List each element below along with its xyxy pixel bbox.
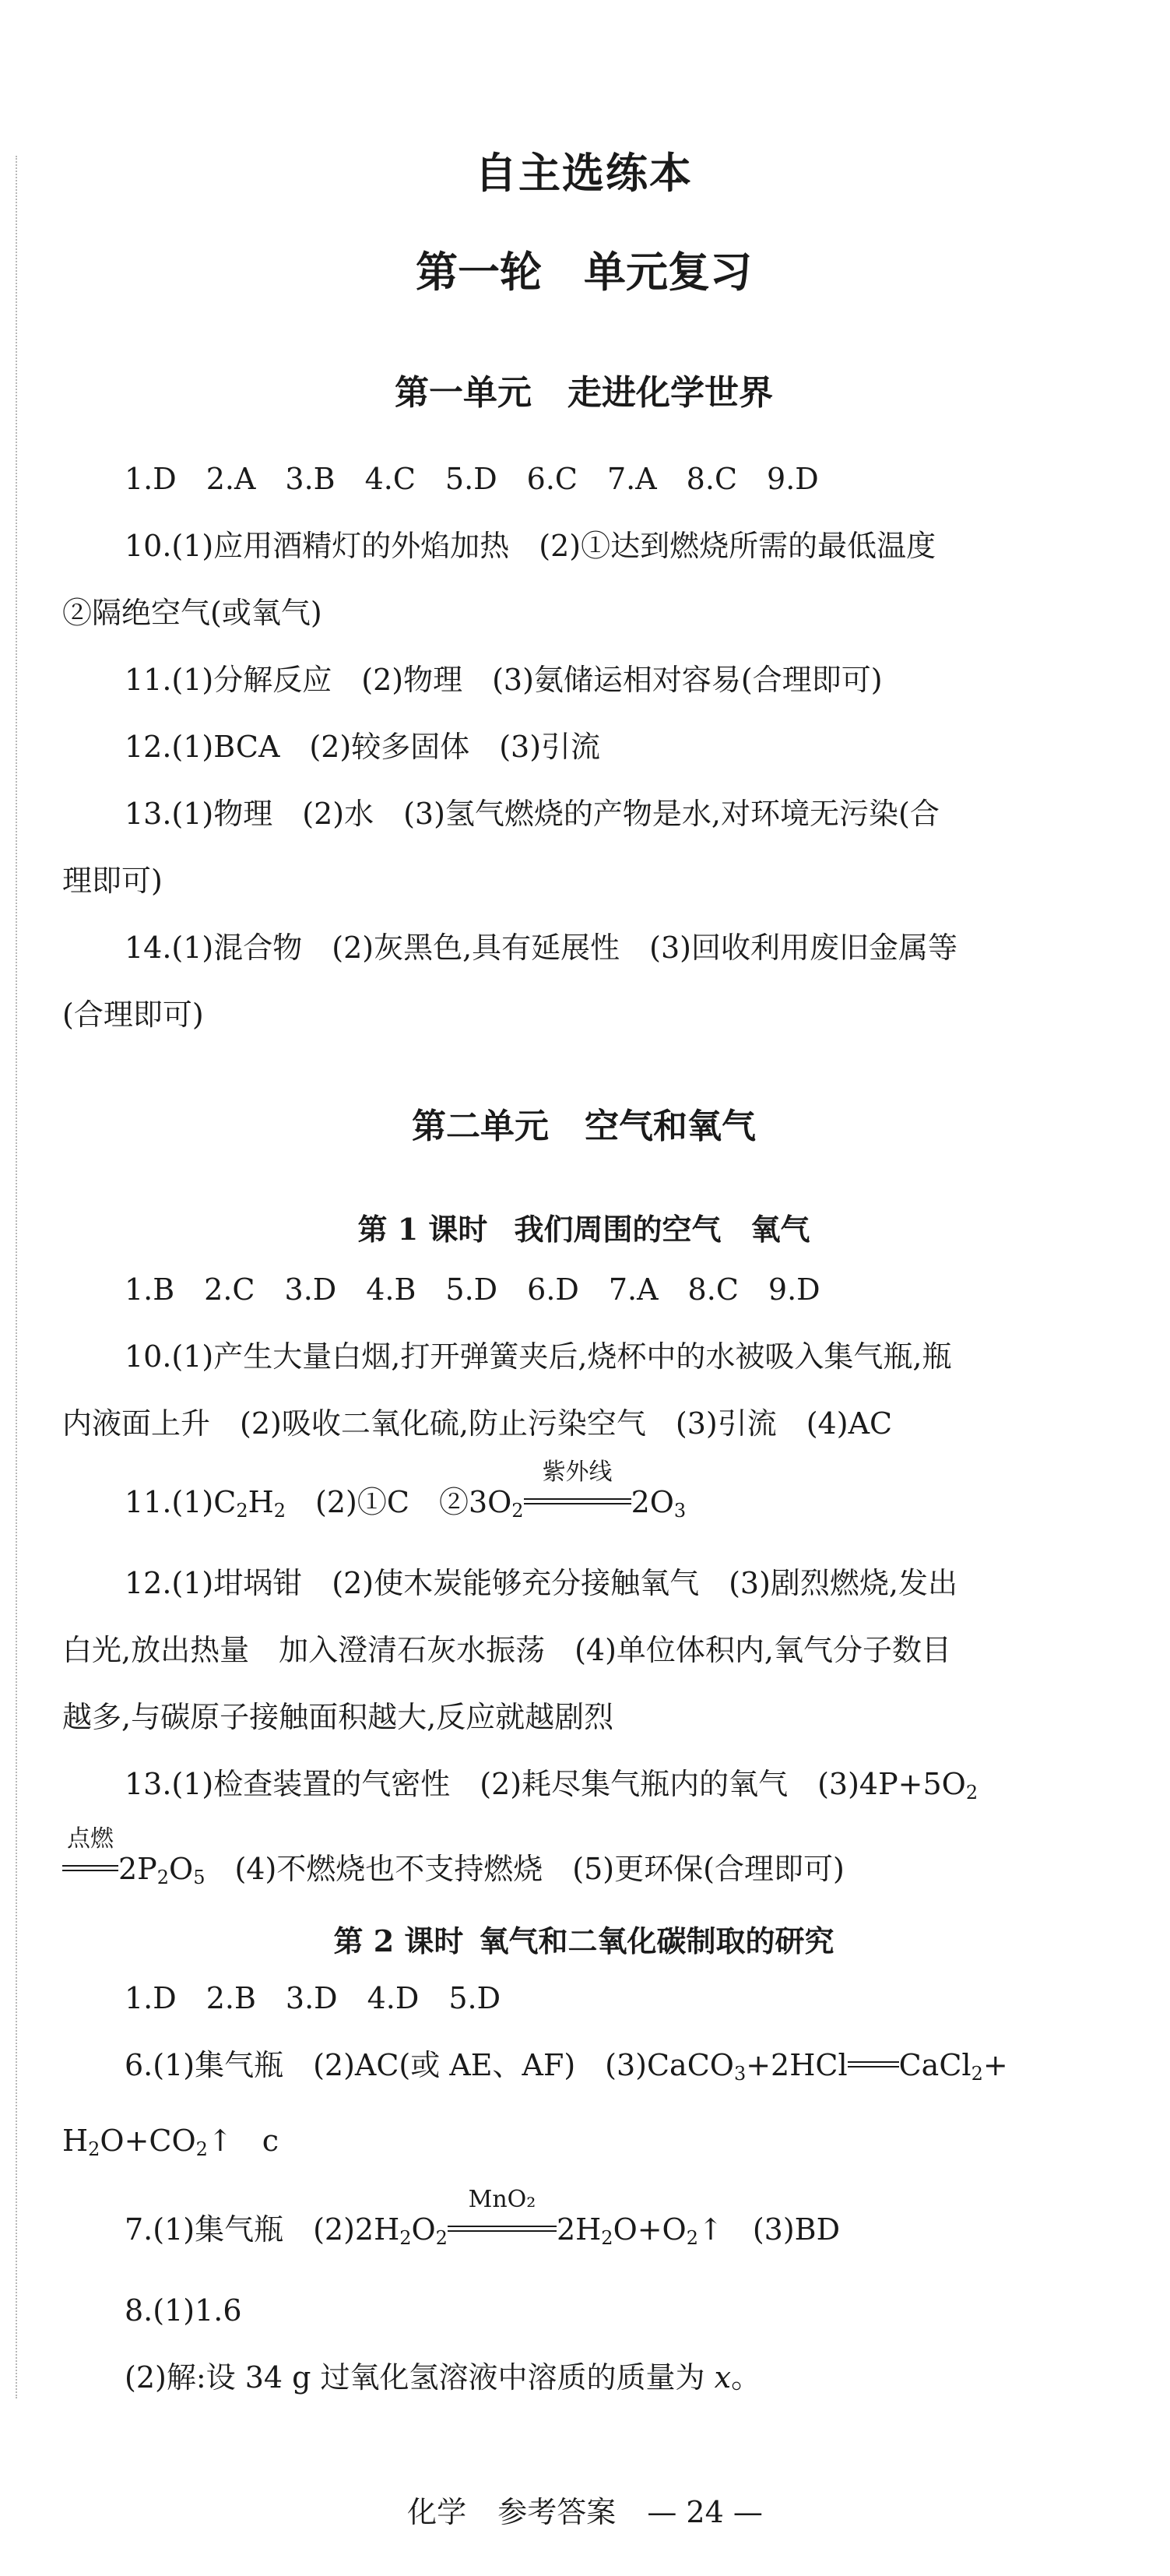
unit1-name: 走进化学世界 xyxy=(567,373,773,413)
answer-line: 白光,放出热量 加入澄清石灰水振荡 (4)单位体积内,氧气分子数目 xyxy=(62,1633,951,1667)
page-number: — 24 — xyxy=(647,2495,763,2529)
lesson2-number: 第 2 课时 xyxy=(333,1923,464,1958)
lesson2-title xyxy=(62,1917,1105,1960)
lesson1-name: 我们周围的空气 氧气 xyxy=(514,1212,810,1247)
answer-line: ②隔绝空气(或氧气) xyxy=(62,596,322,630)
answer-line: 11.(1)分解反应 (2)物理 (3)氨储运相对容易(合理即可) xyxy=(125,663,883,697)
answer-line: 12.(1)BCA (2)较多固体 (3)引流 xyxy=(125,730,601,764)
answer-line: 内液面上升 (2)吸收二氧化硫,防止污染空气 (3)引流 (4)AC xyxy=(62,1406,893,1441)
footer-label: 参考答案 xyxy=(497,2495,617,2529)
answer-line: 1.D 2.A 3.B 4.C 5.D 6.C 7.A 8.C 9.D xyxy=(125,462,819,496)
answer-line: $H_2O+CO_2↑$ c xyxy=(62,2124,279,2160)
answer-line: 10.(1)产生大量白烟,打开弹簧夹后,烧杯中的水被吸入集气瓶,瓶 xyxy=(125,1339,952,1374)
binding-margin-line xyxy=(16,156,17,2398)
unit1-title xyxy=(62,364,1105,414)
lesson1-number: 第 1 课时 xyxy=(357,1212,488,1247)
footer-subject: 化学 xyxy=(407,2495,467,2529)
round-title: 第一轮 单元复习 xyxy=(416,247,752,297)
answer-line-ozone: $11.(1)C_2H_2$ (2)①C $②3O_2$ 紫外线 $2O_3$ xyxy=(62,1457,1105,1550)
answer-line: 10.(1)应用酒精灯的外焰加热 (2)①达到燃烧所需的最低温度 xyxy=(125,529,936,563)
answer-line: (2)解:设 34 g 过氧化氢溶液中溶质的质量为 x。 xyxy=(125,2360,761,2395)
answer-line: 13.(1)物理 (2)水 (3)氢气燃烧的产物是水,对环境无污染(合 xyxy=(125,797,940,831)
answer-line: 14.(1)混合物 (2)灰黑色,具有延展性 (3)回收利用废旧金属等 xyxy=(125,931,957,965)
reaction-condition: 点燃 xyxy=(62,1834,118,1904)
answer-line: 8.(1)1.6 xyxy=(125,2293,242,2328)
unit2-number: 第二单元 xyxy=(412,1107,549,1146)
answer-page xyxy=(62,0,1105,2411)
unit2-name: 空气和氧气 xyxy=(585,1107,756,1146)
book-title: 自主选练本 xyxy=(475,148,693,198)
answer-line: 理即可) xyxy=(62,864,163,898)
answer-line: 1.D 2.B 3.D 4.D 5.D xyxy=(125,1981,501,2015)
reaction-condition: MnO₂ xyxy=(448,2191,557,2268)
unit2-title xyxy=(62,1098,1105,1148)
answer-line-h2o2: 7.(1)集气瓶 $(2)2H_2O_2$ MnO₂ $2H_2O+O_2↑$ (3)BD xyxy=(62,2183,1105,2277)
unit1-number: 第一单元 xyxy=(395,373,532,413)
answer-line: 13.(1)检查装置的气密性 (2)耗尽集气瓶内的氧气 $(3)4P+5O_2$ xyxy=(125,1767,979,1804)
answer-line: 越多,与碳原子接触面积越大,反应就越剧烈 xyxy=(62,1700,614,1734)
lesson1-title xyxy=(62,1205,1105,1248)
answer-line: 1.B 2.C 3.D 4.B 5.D 6.D 7.A 8.C 9.D xyxy=(125,1272,820,1307)
answer-line-co2: 6.(1)集气瓶 (2)AC(或 AE、AF) (3)CaCO$_3$+2HCl CaCl$_2$+ xyxy=(62,2032,1105,2107)
page-footer xyxy=(0,2488,1170,2531)
equals-sign xyxy=(848,2061,899,2067)
reaction-condition: 紫外线 xyxy=(524,1463,631,1541)
lesson2-name: 氧气和二氧化碳制取的研究 xyxy=(479,1923,834,1958)
answer-line: 12.(1)坩埚钳 (2)使木炭能够充分接触氧气 (3)剧烈燃烧,发出 xyxy=(125,1566,957,1600)
reaction-condition xyxy=(848,2032,899,2099)
answer-line-phosphorus: 点燃 $2P_2O_5$ (4)不燃烧也不支持燃烧 (5)更环保(合理即可) xyxy=(62,1826,1105,1913)
answer-line: (合理即可) xyxy=(62,998,204,1032)
